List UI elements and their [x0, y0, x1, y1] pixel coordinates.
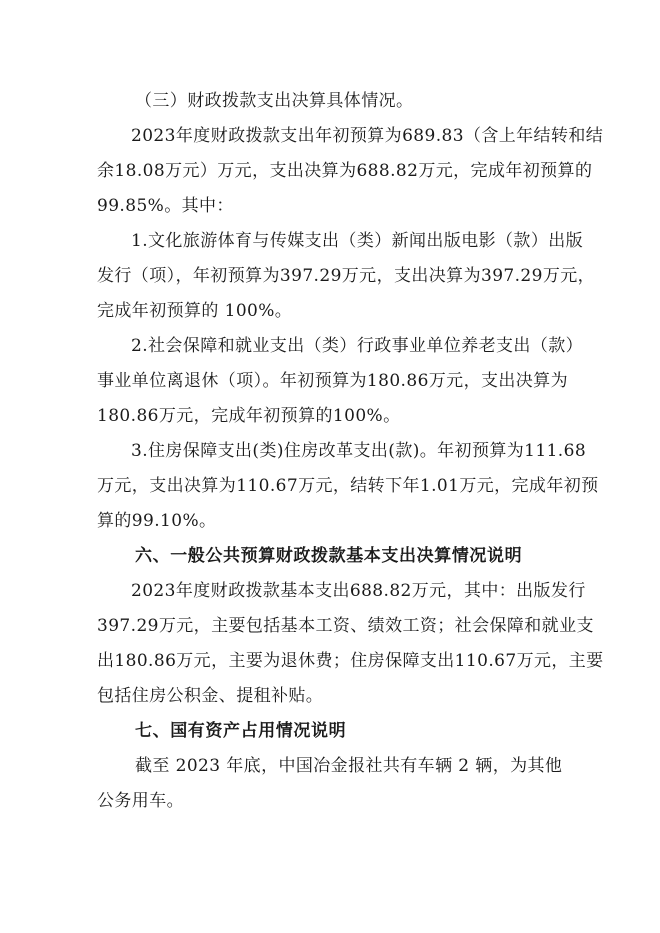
para6-line1: 2023年度财政拨款基本支出688.82万元，其中：出版发行	[131, 581, 586, 601]
para1-line2: 余18.08万元）万元，支出决算为688.82万元，完成年初预算的	[97, 161, 593, 181]
item2-line2: 事业单位离退休（项）。年初预算为180.86万元，支出决算为	[97, 371, 568, 391]
para7-line2: 公务用车。	[97, 791, 184, 811]
para7-line1: 截至 2023 年底，中国冶金报社共有车辆 2 辆，为其他	[135, 756, 563, 776]
section7-heading: 七、国有资产占用情况说明	[135, 721, 347, 741]
item2-line1: 2.社会保障和就业支出（类）行政事业单位养老支出（款）	[131, 336, 584, 356]
para1-line3: 99.85%。其中：	[97, 196, 234, 216]
section3-title: （三）财政拨款支出决算具体情况。	[135, 91, 414, 111]
item1-line1: 1.文化旅游体育与传媒支出（类）新闻出版电影（款）出版	[131, 231, 584, 251]
item3-line2: 万元，支出决算为110.67万元，结转下年1.01万元，完成年初预	[97, 476, 599, 496]
para6-line4: 包括住房公积金、提租补贴。	[97, 686, 324, 706]
para1-line1: 2023年度财政拨款支出年初预算为689.83（含上年结转和结	[131, 126, 604, 146]
para6-line3: 出180.86万元，主要为退休费；住房保障支出110.67万元，主要	[97, 651, 604, 671]
section6-heading: 六、一般公共预算财政拨款基本支出决算情况说明	[135, 546, 523, 566]
item1-line2: 发行（项），年初预算为397.29万元，支出决算为397.29万元，	[97, 266, 596, 286]
item2-line3: 180.86万元，完成年初预算的100%。	[97, 406, 401, 426]
para6-line2: 397.29万元，主要包括基本工资、绩效工资；社会保障和就业支	[97, 616, 594, 636]
item1-line3: 完成年初预算的 100%。	[97, 301, 293, 321]
item3-line1: 3.住房保障支出(类)住房改革支出(款)。年初预算为111.68	[131, 441, 587, 461]
item3-line3: 算的99.10%。	[97, 511, 217, 531]
